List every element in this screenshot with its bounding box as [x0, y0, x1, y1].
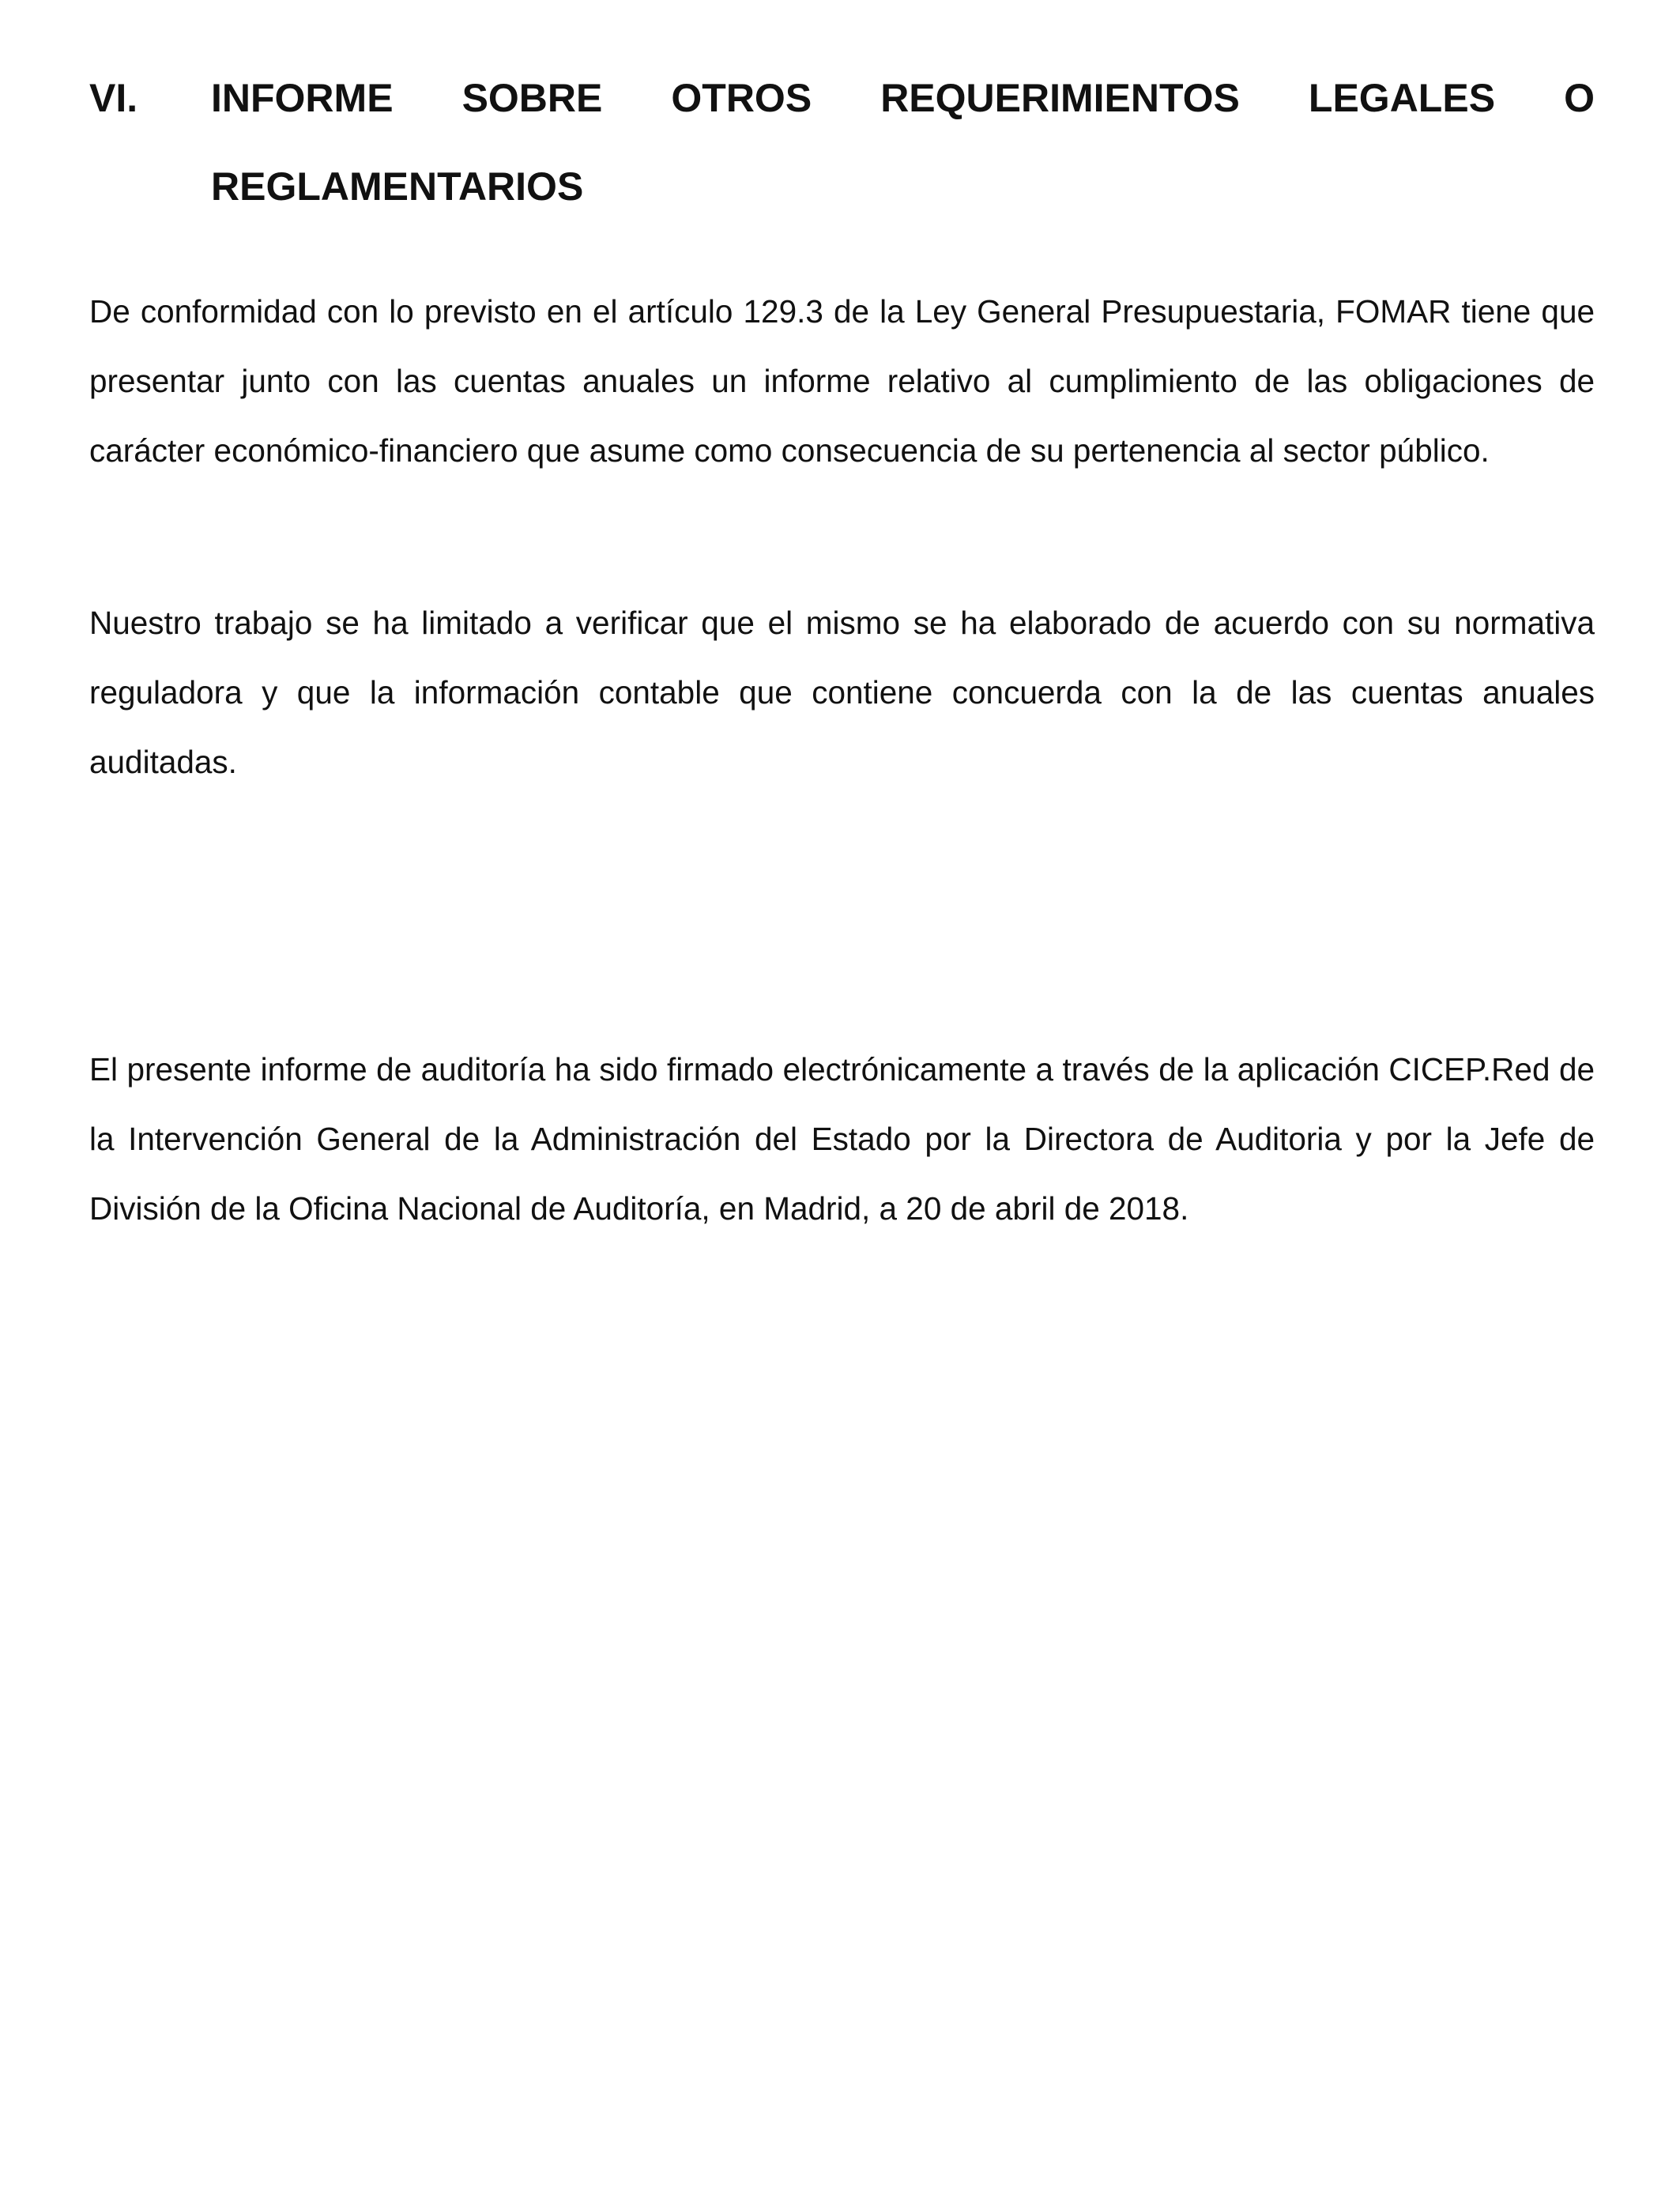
heading-word: O — [1564, 76, 1595, 120]
heading-word: INFORME — [211, 76, 394, 120]
heading-title-words — [211, 75, 1595, 121]
heading-word: REQUERIMIENTOS — [880, 76, 1240, 120]
heading-line-2: REGLAMENTARIOS — [211, 164, 584, 209]
paragraph-signature-statement: El presente informe de auditoría ha sido firmado electrónicamente a través de la aplicación CICEP.Red de la Intervención General de la Administración del Estado por la Directora de Auditoria y por la Jefe de División de la Oficina Nacional de Auditoría, en Madrid, a 20 de abril de 2018. — [89, 1051, 1595, 1227]
paragraph-legal-basis: De conformidad con lo previsto en el artículo 129.3 de la Ley General Presupuestaria, FOMAR tiene que presentar junto con las cuentas anuales un informe relativo al cumplimiento de las obligaciones de carácter económico-financiero que asume como consecuencia de su pertenencia al sector público. — [89, 293, 1595, 469]
paragraph-scope-of-work: Nuestro trabajo se ha limitado a verificar que el mismo se ha elaborado de acuerdo con su normativa reguladora y que la información contable que contiene concuerda con la de las cuentas anuales auditadas. — [89, 605, 1595, 780]
section-heading — [89, 75, 1595, 252]
section-number: VI. — [89, 76, 138, 120]
heading-word: SOBRE — [461, 76, 603, 120]
heading-line-1 — [89, 75, 1595, 164]
heading-word: OTROS — [671, 76, 812, 120]
heading-word: LEGALES — [1308, 76, 1496, 120]
